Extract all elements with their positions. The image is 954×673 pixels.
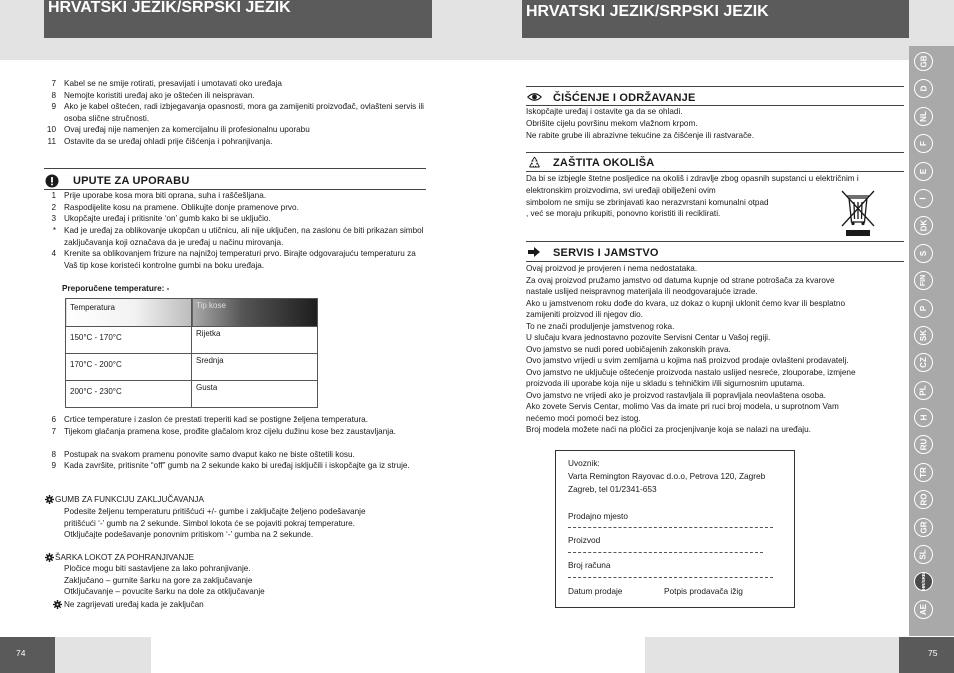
receipt-number-label: Broj računa [568,560,611,570]
section-rule [526,86,904,87]
cleaning-line: Iskopčajte uređaj i ostavite ga da se ohladi. [526,107,683,116]
gear-icon [53,600,62,609]
lang-tab[interactable]: TR [914,463,933,482]
lang-tab[interactable]: SL [914,545,933,564]
temp-heading: Preporučene temperature: - [62,284,170,293]
service-line: Ako zovete Servis Centar, molimo Vas da imate pri ruci broj modela, u suprotnom Vam [526,402,839,411]
table-header-cell: Tip kose [192,299,318,327]
service-line: zamijeniti proizvod ili njegov dio. [526,310,643,319]
page-number-left-block [0,637,55,673]
lock-line: pritišćući ‘-’ gumb na 2 sekunde. Simbol lokota će se pojaviti pokraj temperature. [64,519,355,528]
environment-line: Da bi se izbjegle štetne posljedice na okoliš i zdravlje zbog opasnih supstanci u električnim i [526,174,859,183]
lang-tab[interactable]: RO [914,490,933,509]
table-cell: 170°C - 200°C [66,354,192,381]
warning-icon [45,174,59,188]
page-number-right-block [899,637,954,673]
table-header-row [66,299,318,327]
lang-tab[interactable]: NL [914,107,933,126]
usage-title: UPUTE ZA UPORABU [73,175,190,187]
right-page-title: HRVATSKI JEZIK/SRPSKI JEZIK [526,3,769,20]
service-line: proizvoda ili uporabe koja nije u skladu s tehničkim i/ili sigurnosnim uputama. [526,379,805,388]
sale-date-label: Datum prodaje [568,586,623,596]
service-line: Za ovaj proizvod pružamo jamstvo od datuma kupnje od strane potrošača za kvarove [526,276,835,285]
section-rule [526,152,904,153]
service-line: nastale uslijed neispravnog materijala ili neodgovarajuće izrade. [526,287,758,296]
lang-tab[interactable]: FIN [914,271,933,290]
lang-tab[interactable]: P [914,299,933,318]
lang-tab[interactable]: GB [914,52,933,71]
gear-icon [45,495,54,504]
table-row [66,381,318,408]
clip-line: Pločice mogu biti sastavljene za lako pohranjivanje. [64,564,251,573]
service-line: nećemo moći pomoći bez istog. [526,414,641,423]
clip-line: Otključavanje – povucite šarku na dole za otključavanje [64,587,265,596]
lock-line: Podesite željenu temperaturu pritišćući +/- gumbe i zaključajte željeno podešavanje [64,507,366,516]
lang-tab[interactable]: AE [914,600,933,619]
lang-tab[interactable]: E [914,162,933,181]
lang-tab[interactable]: SK [914,326,933,345]
service-line: Ovo jamstvo ne vrijedi ako je proizvod rastavljala ili popravljala neovlaštena osoba. [526,391,826,400]
cleaning-line: Obrišite cijelu površinu mekom vlažnom krpom. [526,119,698,128]
page-number-left: 74 [16,648,26,658]
importer-label: Uvoznik: [568,458,600,468]
right-page-header [522,0,909,38]
product-label: Proizvod [568,535,601,545]
section-rule [526,241,904,242]
lang-tab[interactable]: RU [914,435,933,454]
cleaning-line: Ne rabite grube ili abrazivne tekućine za čišćenje ili rastvarače. [526,131,754,140]
recycle-icon [528,156,541,169]
fill-line [568,527,773,528]
clip-title: ŠARKA LOKOT ZA POHRANJIVANJE [55,553,194,562]
left-page-title: HRVATSKI JEZIK/SRPSKI JEZIK [48,0,291,16]
bottom-band-right [645,637,909,673]
clip-note: Ne zagrijevati uređaj kada je zaključan [64,600,204,609]
lang-tab[interactable]: S [914,244,933,263]
service-line: Ovo jamstvo vrijedi u svim zemljama u kojima naš proizvod prodaje ovlašteni prodavatelj. [526,356,849,365]
table-cell: 150°C - 170°C [66,327,192,354]
service-line: To ne znači produljenje jamstvenog roka. [526,322,675,331]
table-cell: 200°C - 230°C [66,381,192,408]
crossed-bin-icon [838,188,878,238]
lang-tab[interactable]: D [914,79,933,98]
lock-line: Otključajte podešavanje ponovnim pritiskom ‘-’ gumba na 2 sekunde. [64,530,314,539]
service-line: Ovaj proizvod je provjeren i nema nedostataka. [526,264,698,273]
service-title: SERVIS I JAMSTVO [553,247,659,259]
section-rule [44,168,426,169]
table-row [66,354,318,381]
eye-icon [527,92,542,102]
sale-place-label: Prodajno mjesto [568,511,628,521]
lang-tab[interactable]: CZ [914,353,933,372]
lang-tab[interactable]: GR [914,518,933,537]
table-cell: Srednja [192,354,318,381]
lang-tab[interactable]: DK [914,216,933,235]
fill-line [568,552,763,553]
service-line: Broj modela možete naći na pločici za procjenjivanje koja se nalazi na uređaju. [526,425,811,434]
seller-signature-label: Potpis prodavača ižig [664,586,743,596]
service-line: Ovo jamstvo ne uključuje oštećenje proizvoda nastalo uslijed nesreće, zlouporabe, izmjene [526,368,856,377]
table-cell: Gusta [192,381,318,408]
table-row [66,327,318,354]
lang-tab[interactable]: PL [914,381,933,400]
lang-tab-active[interactable]: HR/SRB [914,572,933,591]
arrow-right-icon [528,247,540,257]
service-line: Ovo jamstvo se nudi pored uobičajenih zakonskih prava. [526,345,731,354]
cleaning-title: ČIŠĆENJE I ODRŽAVANJE [553,92,696,104]
environment-line: simbolom ne smiju se zbrinjavati kao nerazvrstani komunalni otpad [526,198,769,207]
left-page-header [44,0,432,38]
environment-line: , već se moraju prikupiti, ponovno koristiti ili reciklirati. [526,209,721,218]
gear-icon [45,553,54,562]
environment-title: ZAŠTITA OKOLIŠA [553,157,655,169]
lock-title: GUMB ZA FUNKCIJU ZAKLJUČAVANJA [55,495,204,504]
temperature-table [65,298,318,408]
clip-line: Zaključano – gurnite šarku na gore za zaključavanje [64,576,253,585]
environment-line: elektronskim proizvodima, svi uređaji obilježeni ovim [526,186,716,195]
importer-address: Varta Remington Rayovac d.o.o, Petrova 120, Zagreb [568,471,766,481]
lang-tab[interactable]: I [914,189,933,208]
table-cell: Rijetka [192,327,318,354]
table-header-cell: Temperatura [66,299,192,327]
importer-phone: Zagreb, tel 01/2341-653 [568,484,657,494]
lang-tab[interactable]: F [914,134,933,153]
page-number-right: 75 [928,648,938,658]
lang-tab[interactable]: H [914,408,933,427]
section-rule [526,171,904,172]
warranty-card [555,450,795,608]
service-line: Ako u jamstvenom roku dođe do kvara, uz dokaz o kupnji uklonit ćemo kvar ili besplatno [526,299,846,308]
section-rule [526,261,904,262]
fill-line [568,577,773,578]
service-line: U slučaju kvara jednostavno pozovite Servisni Centar u Vašoj regiji. [526,333,771,342]
language-tabs [909,46,954,636]
